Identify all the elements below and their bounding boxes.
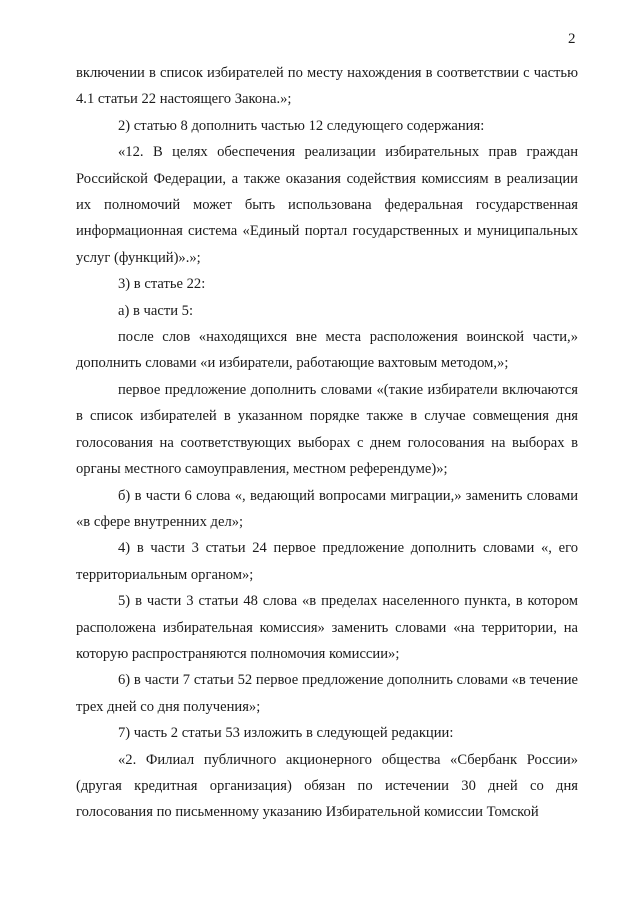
paragraph-after-words: после слов «находящихся вне места расположения воинской части,» дополнить словами «и избиратели, работающие вахтовым методом,»; [76,329,578,372]
paragraph-quote-12: «12. В целях обеспечения реализации избирательных прав граждан Российской Федерации, а также оказания содействия комиссиям в реализации их полномочий может быть использована федеральная государственная информационная система «Единый портал государственных и муниципальных услуг (функций)».»; [76,144,578,266]
paragraph-subitem-a: а) в части 5: [118,302,194,319]
paragraph-continuation: включении в список избирателей по месту нахождения в соответствии с частью 4.1 статьи 22 настоящего Закона.»; [76,65,578,108]
document-body [76,60,578,826]
paragraph-item-4: 4) в части 3 статьи 24 первое предложение дополнить словами «, его территориальным органом»; [76,540,578,583]
paragraph-item-2: 2) статью 8 дополнить частью 12 следующего содержания: [118,117,485,134]
paragraph-item-6: 6) в части 7 статьи 52 первое предложение дополнить словами «в течение трех дней со дня получения»; [76,672,578,715]
paragraph-item-3: 3) в статье 22: [118,276,206,293]
paragraph-first-sentence: первое предложение дополнить словами «(такие избиратели включаются в список избирателей в указанном порядке также в случае совмещения дня голосования на соответствующих выборах с днем голосования на выборах в органы местного самоуправления, местном референдуме)»; [76,381,578,478]
page-number: 2 [568,31,576,47]
paragraph-subitem-b: б) в части 6 слова «, ведающий вопросами миграции,» заменить словами «в сфере внутренних дел»; [76,487,578,530]
paragraph-item-7: 7) часть 2 статьи 53 изложить в следующей редакции: [118,725,454,742]
paragraph-quote-2: «2. Филиал публичного акционерного общества «Сбербанк России» (другая кредитная организация) обязан по истечении 30 дней со дня голосования по письменному указанию Избирательной комиссии Томской [76,751,578,821]
paragraph-item-5: 5) в части 3 статьи 48 слова «в пределах населенного пункта, в котором расположена избирательная комиссия» заменить словами «на территории, на которую распространяются полномочия комиссии»; [76,593,578,662]
